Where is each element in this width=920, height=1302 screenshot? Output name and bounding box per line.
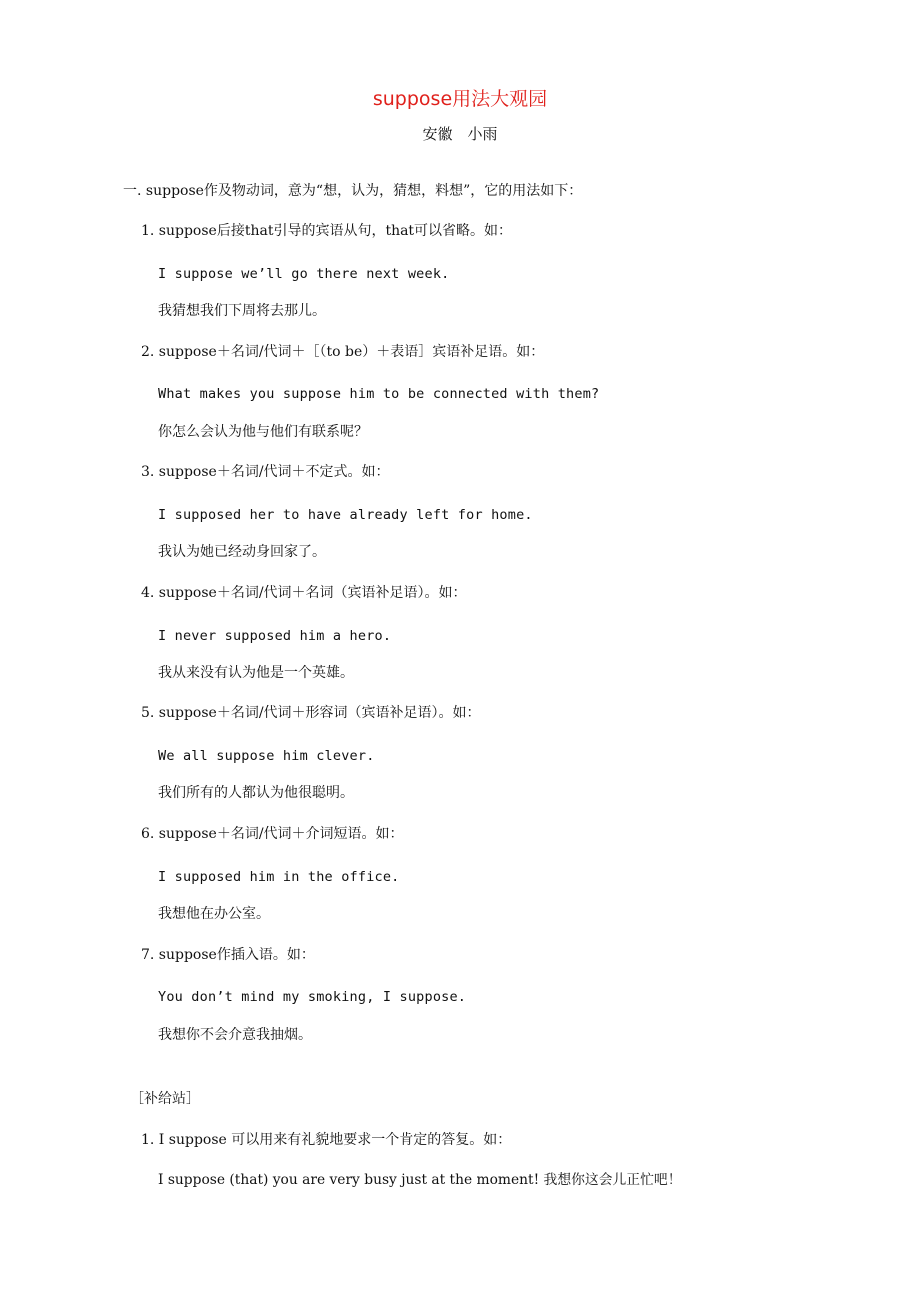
supplement-heading: ［补给站］	[130, 1091, 200, 1107]
example-translation-1: 我猜想我们下周将去那儿。	[158, 303, 326, 319]
supplement-rule: 1. I suppose 可以用来有礼貌地要求一个肯定的答复。如：	[141, 1132, 512, 1148]
example-sentence-2: What makes you suppose him to be connected with them?	[158, 386, 600, 402]
rule-item-5: 5. suppose＋名词/代词＋形容词（宾语补足语）。如：	[141, 705, 481, 721]
supplement-example: I suppose (that) you are very busy just at the moment! 我想你这会儿正忙吧！	[158, 1172, 682, 1188]
rule-item-2: 2. suppose＋名词/代词＋［（to be）＋表语］宾语补足语。如：	[141, 344, 545, 360]
example-sentence-1: I suppose we’ll go there next week.	[158, 266, 450, 282]
example-translation-3: 我认为她已经动身回家了。	[158, 544, 326, 560]
rule-item-4: 4. suppose＋名词/代词＋名词（宾语补足语）。如：	[141, 585, 467, 601]
rule-item-3: 3. suppose＋名词/代词＋不定式。如：	[141, 464, 390, 480]
rule-item-1: 1. suppose后接that引导的宾语从句，that可以省略。如：	[141, 223, 513, 239]
example-sentence-6: I supposed him in the office.	[158, 869, 400, 885]
example-translation-2: 你怎么会认为他与他们有联系呢？	[158, 424, 368, 440]
document-title: suppose用法大观园	[372, 88, 548, 110]
example-translation-7: 我想你不会介意我抽烟。	[158, 1027, 312, 1043]
rule-item-7: 7. suppose作插入语。如：	[141, 947, 315, 963]
example-translation-5: 我们所有的人都认为他很聪明。	[158, 785, 354, 801]
document-author: 安徽 小雨	[422, 125, 498, 143]
section-heading: 一. suppose作及物动词，意为“想，认为，猜想，料想”，它的用法如下：	[123, 183, 583, 199]
example-sentence-5: We all suppose him clever.	[158, 748, 375, 764]
example-translation-6: 我想他在办公室。	[158, 906, 270, 922]
example-sentence-3: I supposed her to have already left for home.	[158, 507, 533, 523]
example-sentence-7: You don’t mind my smoking, I suppose.	[158, 989, 467, 1005]
example-translation-4: 我从来没有认为他是一个英雄。	[158, 665, 354, 681]
example-sentence-4: I never supposed him a hero.	[158, 628, 392, 644]
rule-item-6: 6. suppose＋名词/代词＋介词短语。如：	[141, 826, 404, 842]
